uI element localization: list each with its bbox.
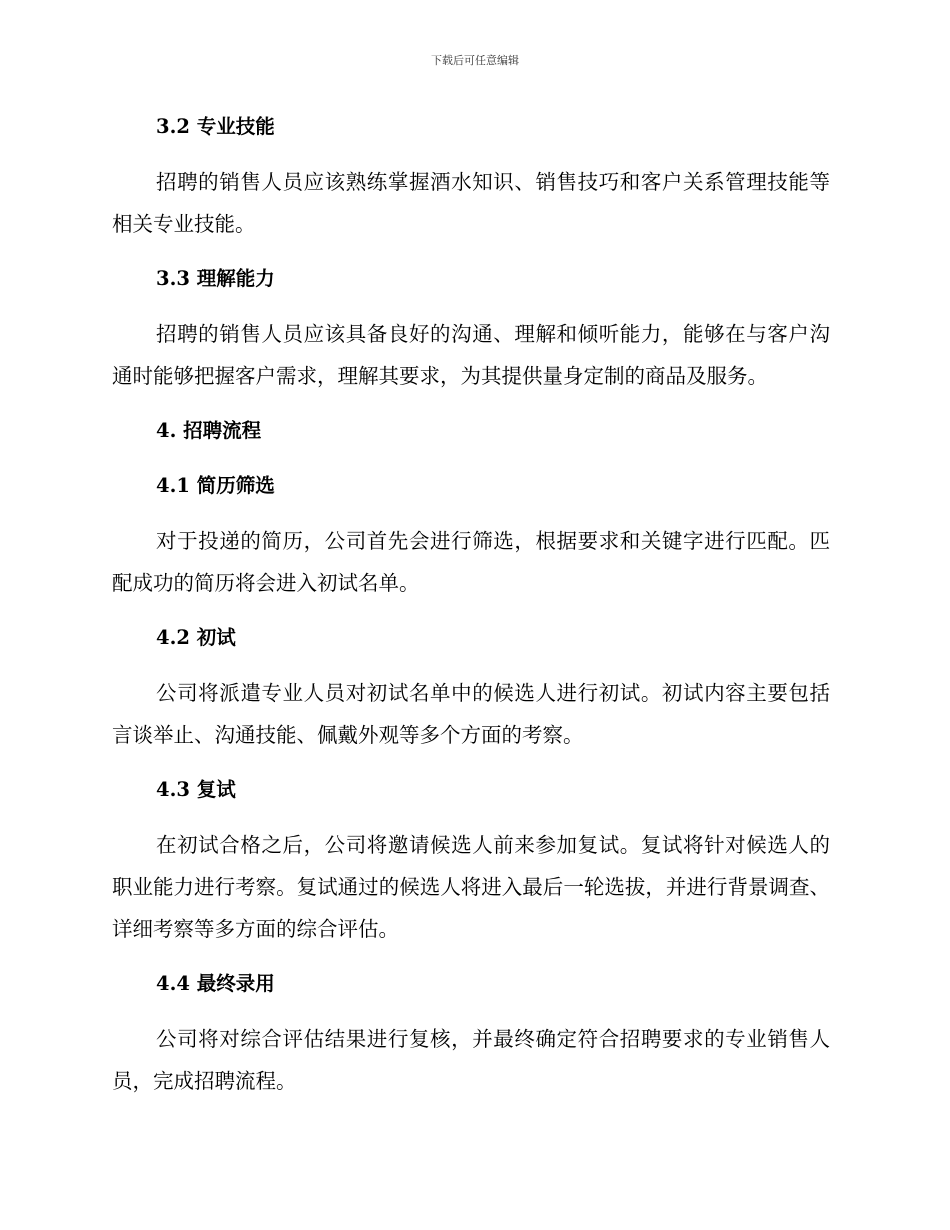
section-heading-3-3: 3.3 理解能力 <box>156 267 275 290</box>
section-paragraph-4-4: 公司将对综合评估结果进行复核，并最终确定符合招聘要求的专业销售人员，完成招聘流程。 <box>112 1027 830 1093</box>
page-header: 下载后可任意编辑 <box>431 54 519 67</box>
section-paragraph-3-2: 招聘的销售人员应该熟练掌握酒水知识、销售技巧和客户关系管理技能等相关专业技能。 <box>112 170 830 236</box>
section-paragraph-4-2: 公司将派遣专业人员对初试名单中的候选人进行初试。初试内容主要包括言谈举止、沟通技能、佩戴外观等多个方面的考察。 <box>112 681 830 747</box>
section-heading-4-4: 4.4 最终录用 <box>156 972 275 995</box>
section-heading-4-1: 4.1 简历筛选 <box>156 474 275 497</box>
section-heading-4-3: 4.3 复试 <box>156 778 236 801</box>
section-heading-4: 4. 招聘流程 <box>156 419 262 442</box>
section-heading-3-2: 3.2 专业技能 <box>156 115 275 138</box>
section-heading-4-2: 4.2 初试 <box>156 626 236 649</box>
section-paragraph-3-3: 招聘的销售人员应该具备良好的沟通、理解和倾听能力，能够在与客户沟通时能够把握客户需求，理解其要求，为其提供量身定制的商品及服务。 <box>112 322 830 388</box>
section-paragraph-4-1: 对于投递的简历，公司首先会进行筛选，根据要求和关键字进行匹配。匹配成功的简历将会进入初试名单。 <box>112 529 830 595</box>
section-paragraph-4-3: 在初试合格之后，公司将邀请候选人前来参加复试。复试将针对候选人的职业能力进行考察。复试通过的候选人将进入最后一轮选拔，并进行背景调查、详细考察等多方面的综合评估。 <box>112 833 830 941</box>
